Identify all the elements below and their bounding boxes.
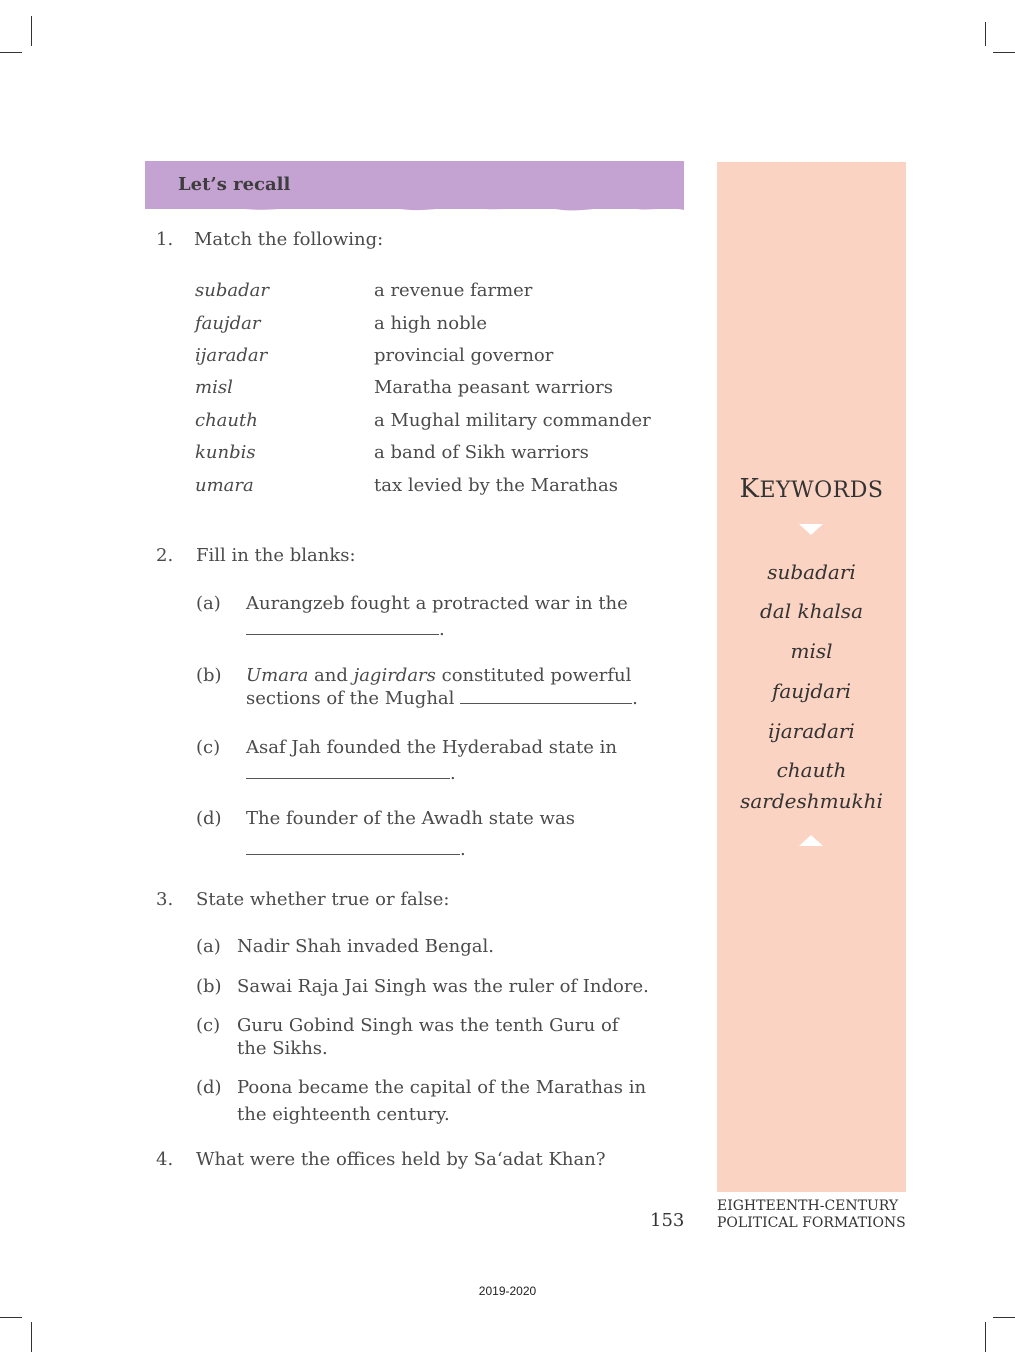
item-label: (d) [196,1077,222,1098]
chapter-title-line: EIGHTEENTH-CENTURY [717,1198,899,1214]
question-prompt: What were the offices held by Sa‘adat Khan? [196,1149,606,1170]
keyword-item: misl [790,639,833,663]
keyword-item: sardeshmukhi [740,789,883,813]
keyword-item: ijaradari [768,719,855,743]
keyword-item: dal khalsa [760,599,863,623]
keywords-sidebar [717,162,906,1192]
question-number: 1. [156,229,174,250]
triangle-up-icon [799,835,823,846]
crop-mark [985,22,986,46]
crop-mark [993,1317,1015,1318]
match-term: kunbis [195,442,256,463]
crop-mark [31,1322,32,1352]
statement-text: Guru Gobind Singh was the tenth Guru of [237,1015,619,1036]
question-number: 3. [156,889,174,910]
match-meaning: a Mughal military commander [374,410,651,431]
question-prompt: Match the following: [194,229,384,250]
match-term: ijaradar [195,345,268,366]
blank-question-text: Umara and jagirdars constituted powerful [246,665,632,686]
statement-text: the Sikhs. [237,1038,328,1059]
page-number: 153 [650,1210,685,1231]
item-label: (a) [196,593,221,614]
keyword-item: subadari [767,560,856,584]
crop-mark [0,52,22,53]
match-term: umara [195,475,254,496]
blank-question-text: Asaf Jah founded the Hyderabad state in [246,737,617,758]
keyword-item: faujdari [771,679,852,703]
blank-question-text: sections of the Mughal . [246,688,638,709]
question-prompt: State whether true or false: [196,889,450,910]
question-number: 4. [156,1149,174,1170]
match-term: chauth [195,410,258,431]
answer-blank: . [246,619,445,640]
item-label: (b) [196,976,222,997]
chapter-title-line: POLITICAL FORMATIONS [717,1215,906,1231]
match-term: faujdar [195,313,261,334]
item-label: (b) [196,665,222,686]
year-label: 2019-2020 [478,1284,537,1298]
question-prompt: Fill in the blanks: [196,545,356,566]
crop-mark [993,52,1015,53]
statement-text: Nadir Shah invaded Bengal. [237,936,494,957]
blank-question-text: Aurangzeb fought a protracted war in the [246,593,628,614]
question-number: 2. [156,545,174,566]
section-title: Let’s recall [178,174,291,195]
match-meaning: a band of Sikh warriors [374,442,589,463]
crop-mark [0,1317,22,1318]
answer-blank: . [246,839,466,860]
match-meaning: Maratha peasant warriors [374,377,613,398]
statement-text: Poona became the capital of the Marathas in [237,1077,647,1098]
item-label: (c) [196,737,221,758]
statement-text: the eighteenth century. [237,1104,450,1125]
statement-text: Sawai Raja Jai Singh was the ruler of Indore. [237,976,649,997]
match-meaning: a revenue farmer [374,280,533,301]
crop-mark [31,16,32,46]
match-meaning: tax levied by the Marathas [374,475,618,496]
chapter-title [717,1198,906,1232]
item-label: (d) [196,808,222,829]
triangle-down-icon [799,524,823,535]
answer-blank: . [246,763,456,784]
blank-question-text: The founder of the Awadh state was [246,808,575,829]
item-label: (a) [196,936,221,957]
item-label: (c) [196,1015,221,1036]
keywords-title: KEYWORDS [739,474,884,504]
match-term: subadar [195,280,269,301]
keyword-item: chauth [776,758,847,782]
match-term: misl [195,377,233,398]
match-meaning: provincial governor [374,345,554,366]
match-meaning: a high noble [374,313,488,334]
crop-mark [985,1322,986,1352]
banner-torn-edge [145,196,684,218]
